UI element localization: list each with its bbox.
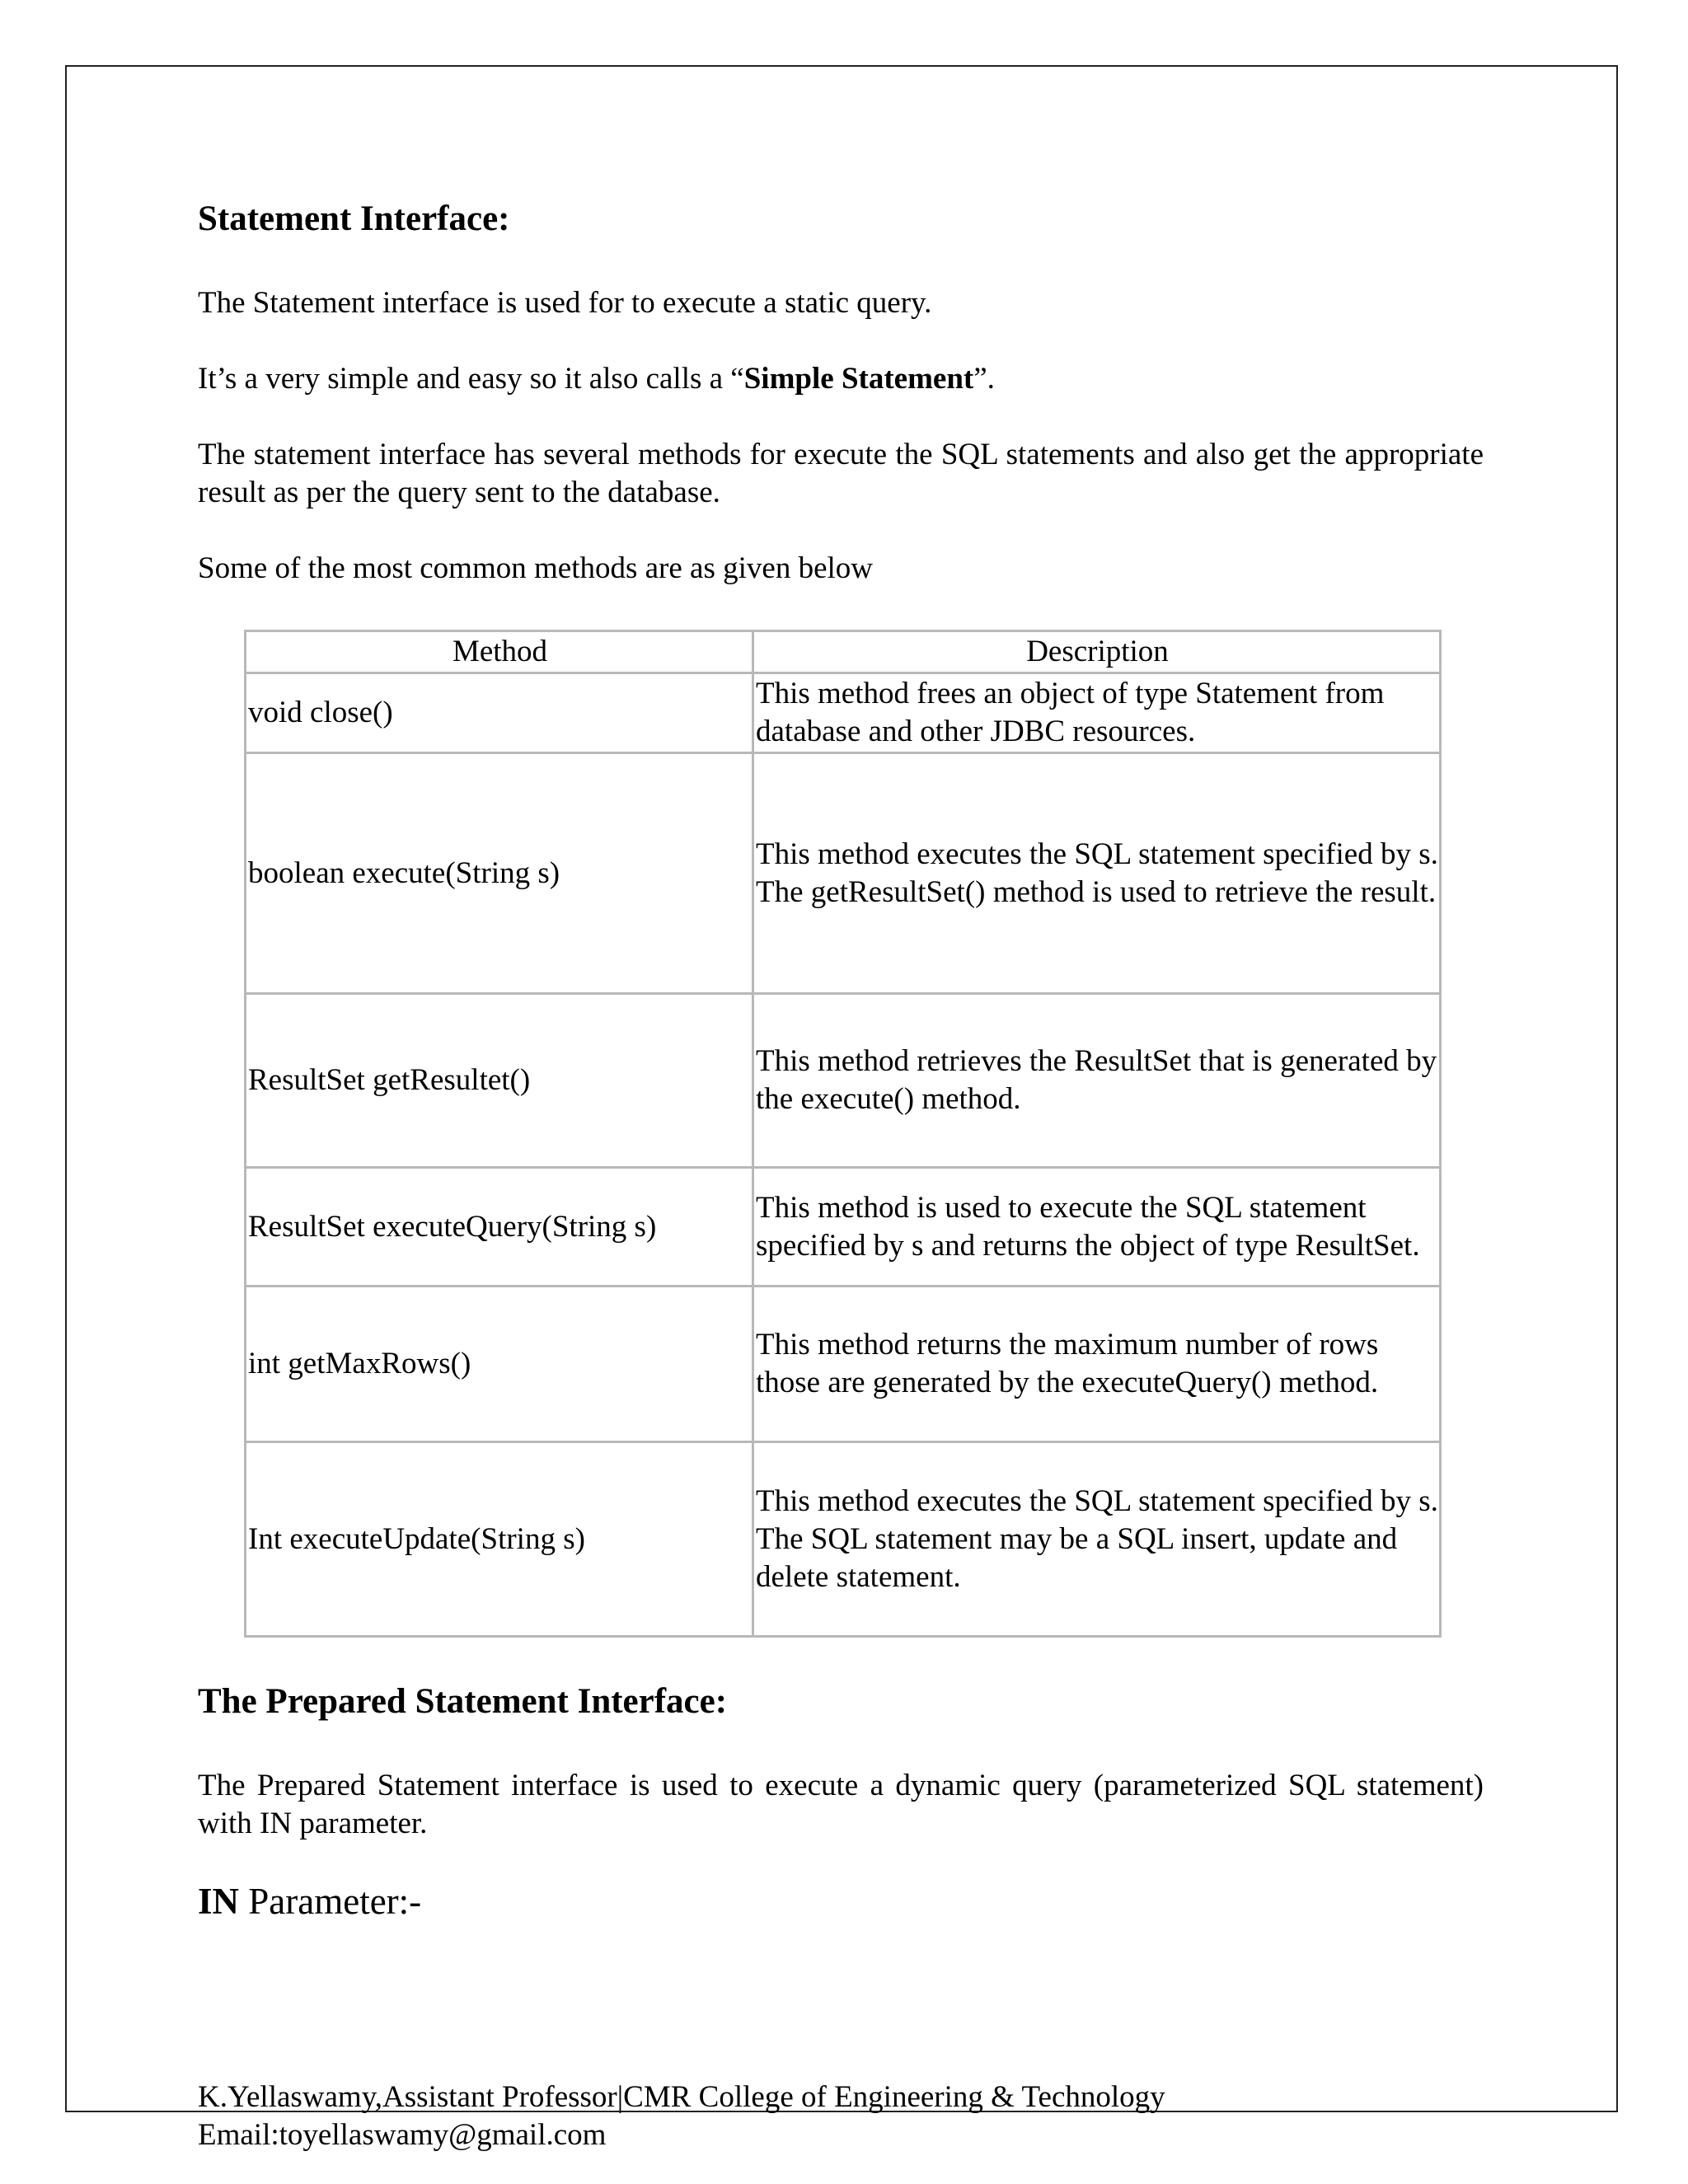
description-cell: This method is used to execute the SQL statement specified by s and returns the object of type ResultSet.	[753, 1168, 1441, 1286]
simple-statement-term: Simple Statement	[743, 362, 974, 396]
paragraph-static-query: The Statement interface is used for to execute a static query.	[198, 286, 932, 320]
paragraph-common-methods: Some of the most common methods are as given below	[198, 551, 873, 585]
section-title-prepared-statement: The Prepared Statement Interface:	[198, 1682, 728, 1721]
description-cell: This method executes the SQL statement specified by s. The SQL statement may be a SQL insert, update and delete statement.	[753, 1442, 1441, 1637]
in-parameter-bold: IN	[198, 1881, 240, 1922]
method-cell: ResultSet getResultet()	[246, 994, 753, 1168]
footer-author: K.Yellaswamy,Assistant Professor|CMR College of Engineering & Technology	[198, 2080, 1165, 2114]
method-cell: ResultSet executeQuery(String s)	[246, 1168, 753, 1286]
table-row	[246, 1286, 1441, 1442]
methods-table	[244, 630, 1442, 1638]
description-cell: This method returns the maximum number of rows those are generated by the executeQuery() method.	[753, 1286, 1441, 1442]
header-method: Method	[246, 631, 753, 673]
table-row	[246, 673, 1441, 753]
section-title-statement-interface: Statement Interface:	[198, 199, 510, 238]
footer	[198, 2079, 1165, 2154]
method-cell: Int executeUpdate(String s)	[246, 1442, 753, 1637]
simple-statement-prefix: It’s a very simple and easy so it also calls a “	[198, 362, 744, 396]
footer-email: Email:toyellaswamy@gmail.com	[198, 2118, 607, 2152]
description-cell: This method retrieves the ResultSet that is generated by the execute() method.	[753, 994, 1441, 1168]
table-header-row	[246, 631, 1441, 673]
in-parameter-heading	[198, 1879, 421, 1924]
description-cell: This method executes the SQL statement specified by s. The getResultSet() method is used to retrieve the result.	[753, 753, 1441, 994]
method-cell: void close()	[246, 673, 753, 753]
table-row	[246, 1442, 1441, 1637]
paragraph-statement-methods: The statement interface has several methods for execute the SQL statements and also get the appropriate result as per the query sent to the database.	[198, 438, 1484, 509]
table-row	[246, 1168, 1441, 1286]
description-cell: This method frees an object of type Statement from database and other JDBC resources.	[753, 673, 1441, 753]
method-cell: int getMaxRows()	[246, 1286, 753, 1442]
simple-statement-suffix: ”.	[973, 362, 995, 396]
in-parameter-rest: Parameter:-	[239, 1881, 422, 1922]
table-row	[246, 994, 1441, 1168]
paragraph-prepared-statement: The Prepared Statement interface is used to execute a dynamic query (parameterized SQL statement) with IN parameter.	[198, 1769, 1484, 1840]
header-description: Description	[753, 631, 1441, 673]
paragraph-simple-statement	[198, 360, 1484, 398]
table-row	[246, 753, 1441, 994]
method-cell: boolean execute(String s)	[246, 753, 753, 994]
